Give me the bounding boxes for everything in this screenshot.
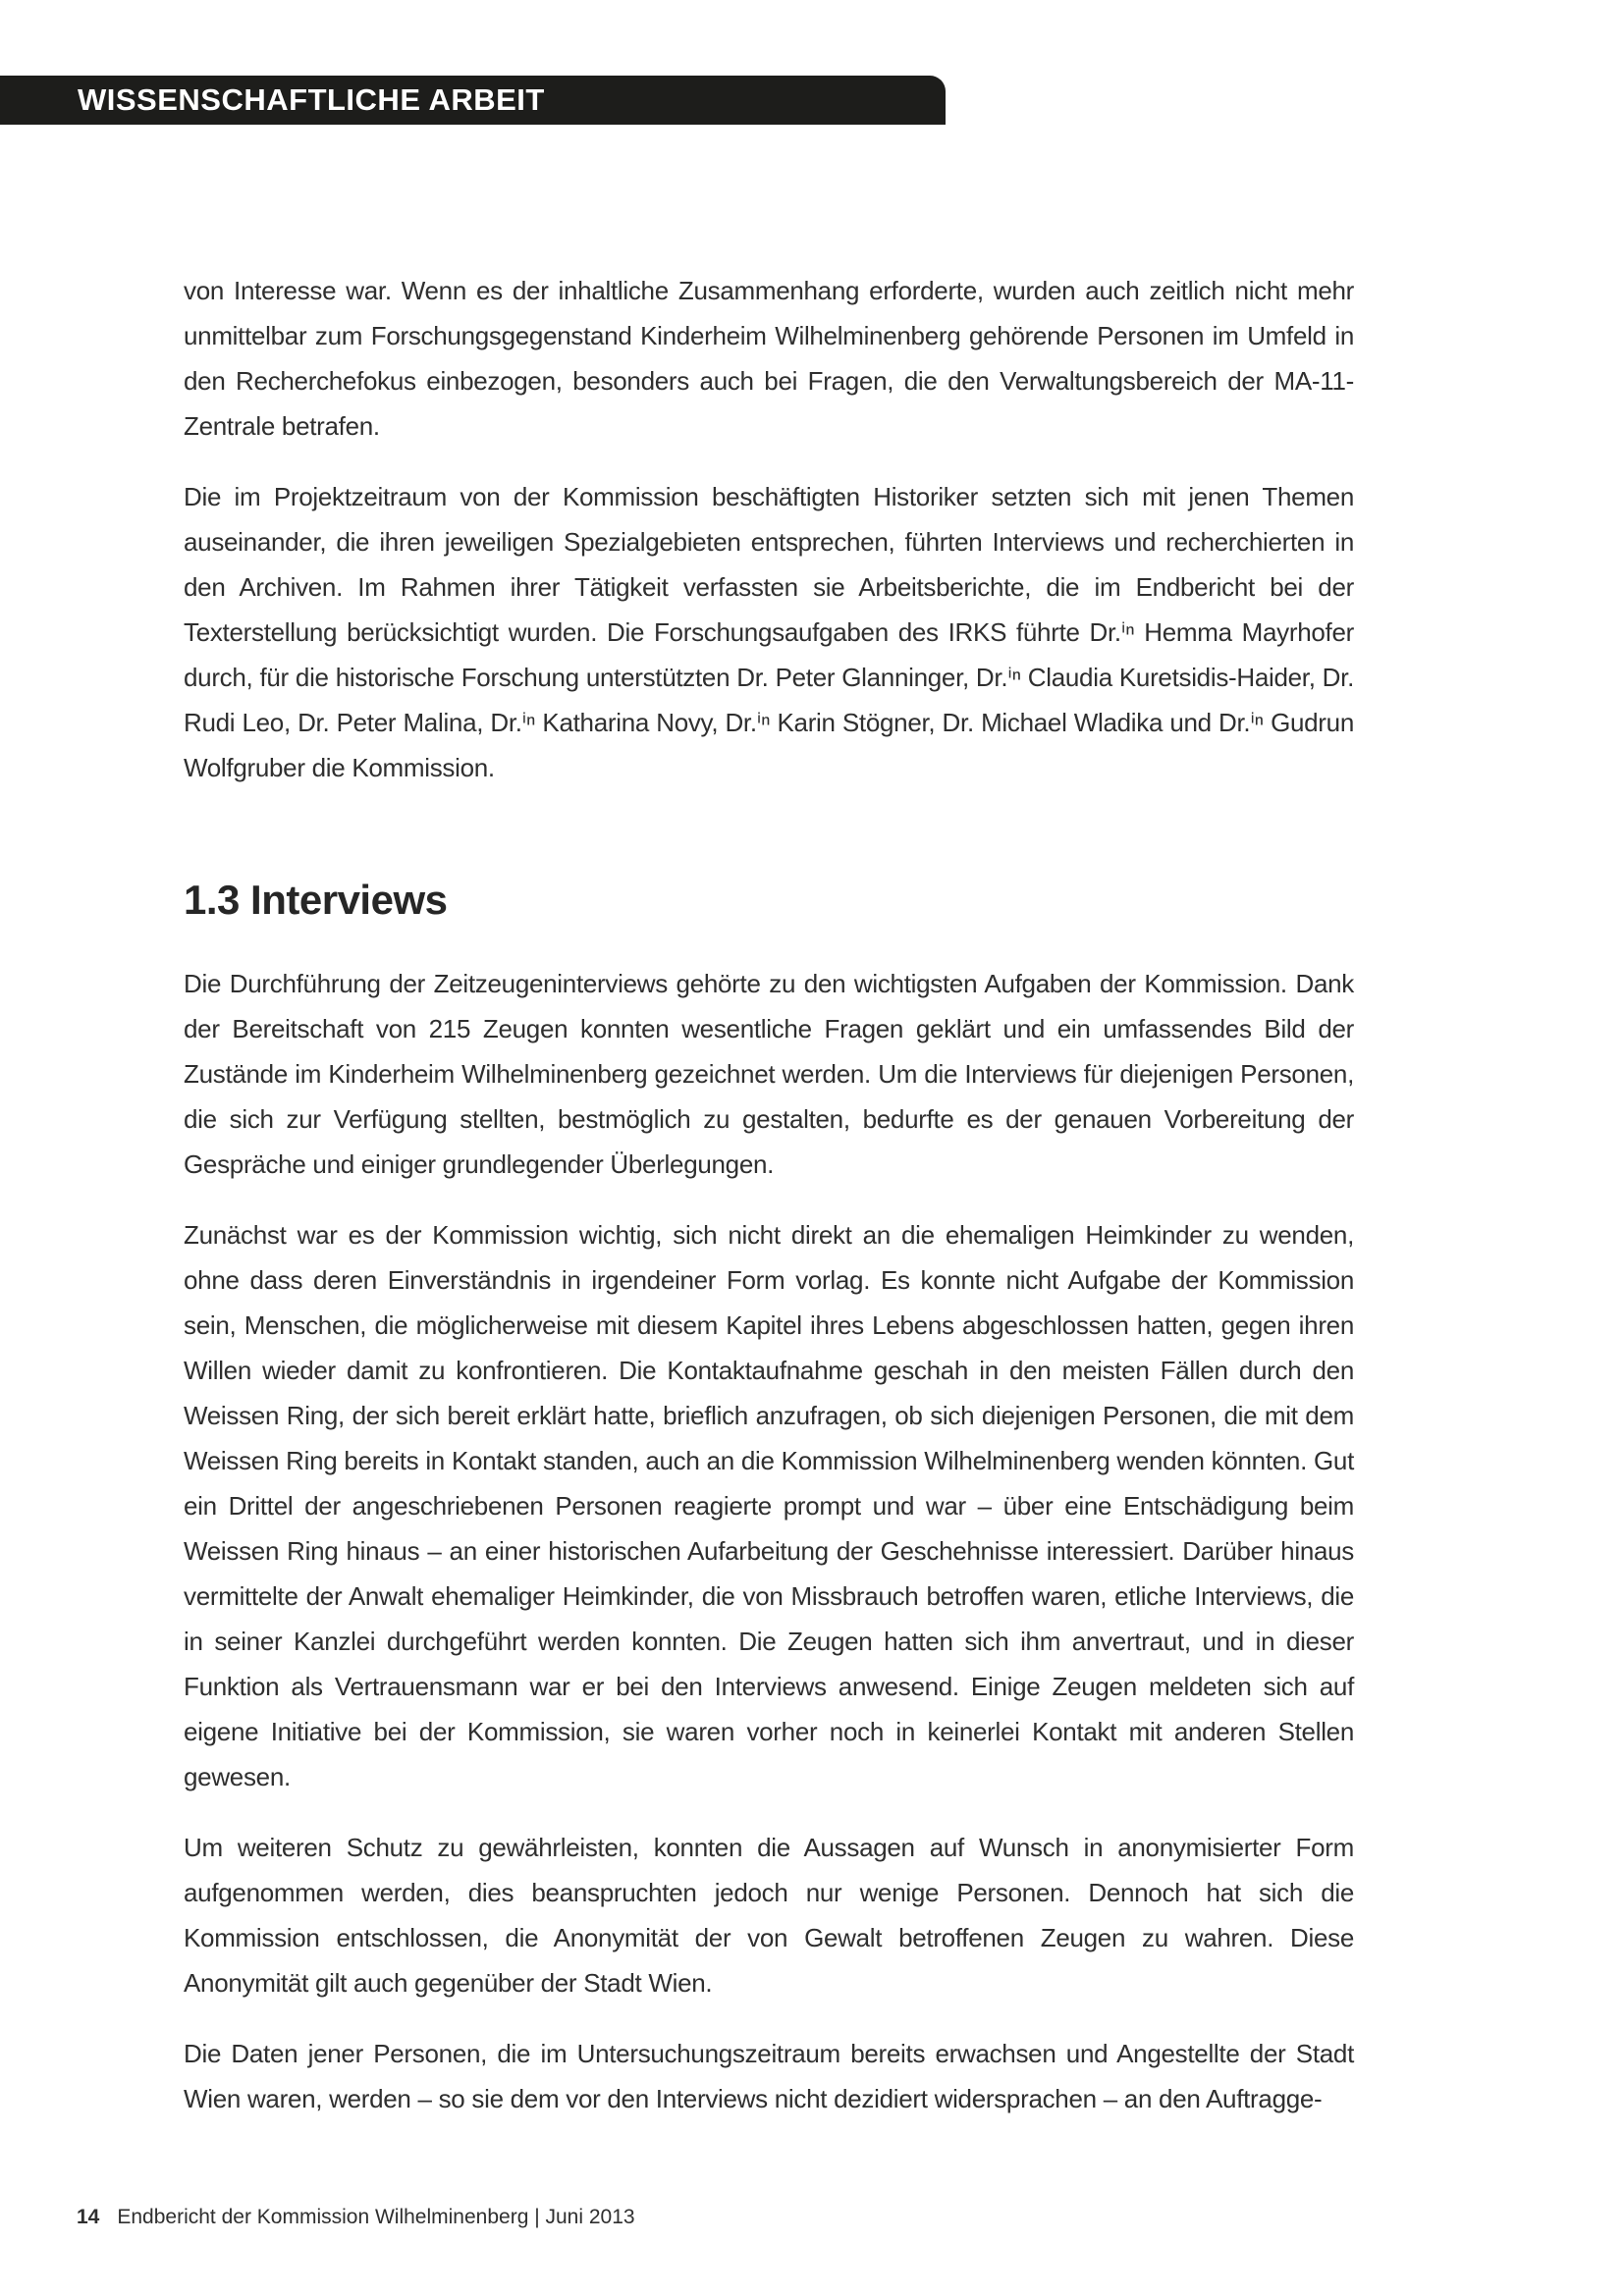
section-banner-label: WISSENSCHAFTLICHE ARBEIT: [78, 82, 545, 117]
footer-text: Endbericht der Kommission Wilhelminenberg | Juni 2013: [117, 2206, 635, 2228]
body-paragraph: Die im Projektzeitraum von der Kommission beschäftigten Historiker setzten sich mit jenen Themen auseinander, die ihren jeweiligen Spezialgebieten entsprechen, führten Interviews und recherchierten in den Archiven. Im Rahmen ihrer Tätigkeit verfassten sie Arbeitsberichte, die im Endbericht bei der Texterstellung berücksichtigt wurden. Die Forschungsaufgaben des IRKS führte Dr.ⁱⁿ Hemma Mayrhofer durch, für die historische Forschung unterstützten Dr. Peter Glanninger, Dr.ⁱⁿ Claudia Kuretsidis-Haider, Dr. Rudi Leo, Dr. Peter Malina, Dr.ⁱⁿ Katharina Novy, Dr.ⁱⁿ Karin Stögner, Dr. Michael Wladika und Dr.ⁱⁿ Gudrun Wolfgruber die Kommission.: [184, 482, 1354, 782]
body-paragraph: Die Daten jener Personen, die im Untersuchungszeitraum bereits erwachsen und Angestellte der Stadt Wien waren, werden – so sie dem vor den Interviews nicht dezidiert widersprachen – an den Auftragge-: [184, 2039, 1354, 2113]
body-paragraph: von Interesse war. Wenn es der inhaltliche Zusammenhang erforderte, wurden auch zeitlich nicht mehr unmittelbar zum Forschungsgegenstand Kinderheim Wilhelminenberg gehörende Personen im Umfeld in den Recherchefokus einbezogen, besonders auch bei Fragen, die den Verwaltungsbereich der MA-11-Zentrale betrafen.: [184, 276, 1354, 441]
body-paragraph: Zunächst war es der Kommission wichtig, sich nicht direkt an die ehemaligen Heimkinder zu wenden, ohne dass deren Einverständnis in irgendeiner Form vorlag. Es konnte nicht Aufgabe der Kommission sein, Menschen, die möglicherweise mit diesem Kapitel ihres Lebens abgeschlossen hatten, gegen ihren Willen wieder damit zu konfrontieren. Die Kontaktaufnahme geschah in den meisten Fällen durch den Weissen Ring, der sich bereit erklärt hatte, brieflich anzufragen, ob sich diejenigen Personen, die mit dem Weissen Ring bereits in Kontakt standen, auch an die Kommission Wilhelminenberg wenden könnten. Gut ein Drittel der angeschriebenen Personen reagierte prompt und war – über eine Entschädigung beim Weissen Ring hinaus – an einer historischen Aufarbeitung der Geschehnisse interessiert. Darüber hinaus vermittelte der Anwalt ehemaliger Heimkinder, die von Missbrauch betroffen waren, etliche Interviews, die in seiner Kanzlei durchgeführt werden konnten. Die Zeugen hatten sich ihm anvertraut, und in dieser Funktion als Vertrauensmann war er bei den Interviews anwesend. Einige Zeugen meldeten sich auf eigene Initiative bei der Kommission, sie waren vorher noch in keinerlei Kontakt mit anderen Stellen gewesen.: [184, 1220, 1354, 1791]
section-heading: 1.3 Interviews: [184, 877, 448, 923]
page-content: [184, 0, 1354, 2147]
body-paragraph: Um weiteren Schutz zu gewährleisten, konnten die Aussagen auf Wunsch in anonymisierter Form aufgenommen werden, dies beanspruchten jedoch nur wenige Personen. Dennoch hat sich die Kommission entschlossen, die Anonymität der von Gewalt betroffenen Zeugen zu wahren. Diese Anonymität gilt auch gegenüber der Stadt Wien.: [184, 1833, 1354, 1998]
body-paragraph: Die Durchführung der Zeitzeugeninterviews gehörte zu den wichtigsten Aufgaben der Kommission. Dank der Bereitschaft von 215 Zeugen konnten wesentliche Fragen geklärt und ein umfassendes Bild der Zustände im Kinderheim Wilhelminenberg gezeichnet werden. Um die Interviews für diejenigen Personen, die sich zur Verfügung stellten, bestmöglich zu gestalten, bedurfte es der genauen Vorbereitung der Gespräche und einiger grundlegender Überlegungen.: [184, 969, 1354, 1179]
page-footer: [77, 2205, 635, 2230]
page-number: 14: [77, 2206, 100, 2228]
